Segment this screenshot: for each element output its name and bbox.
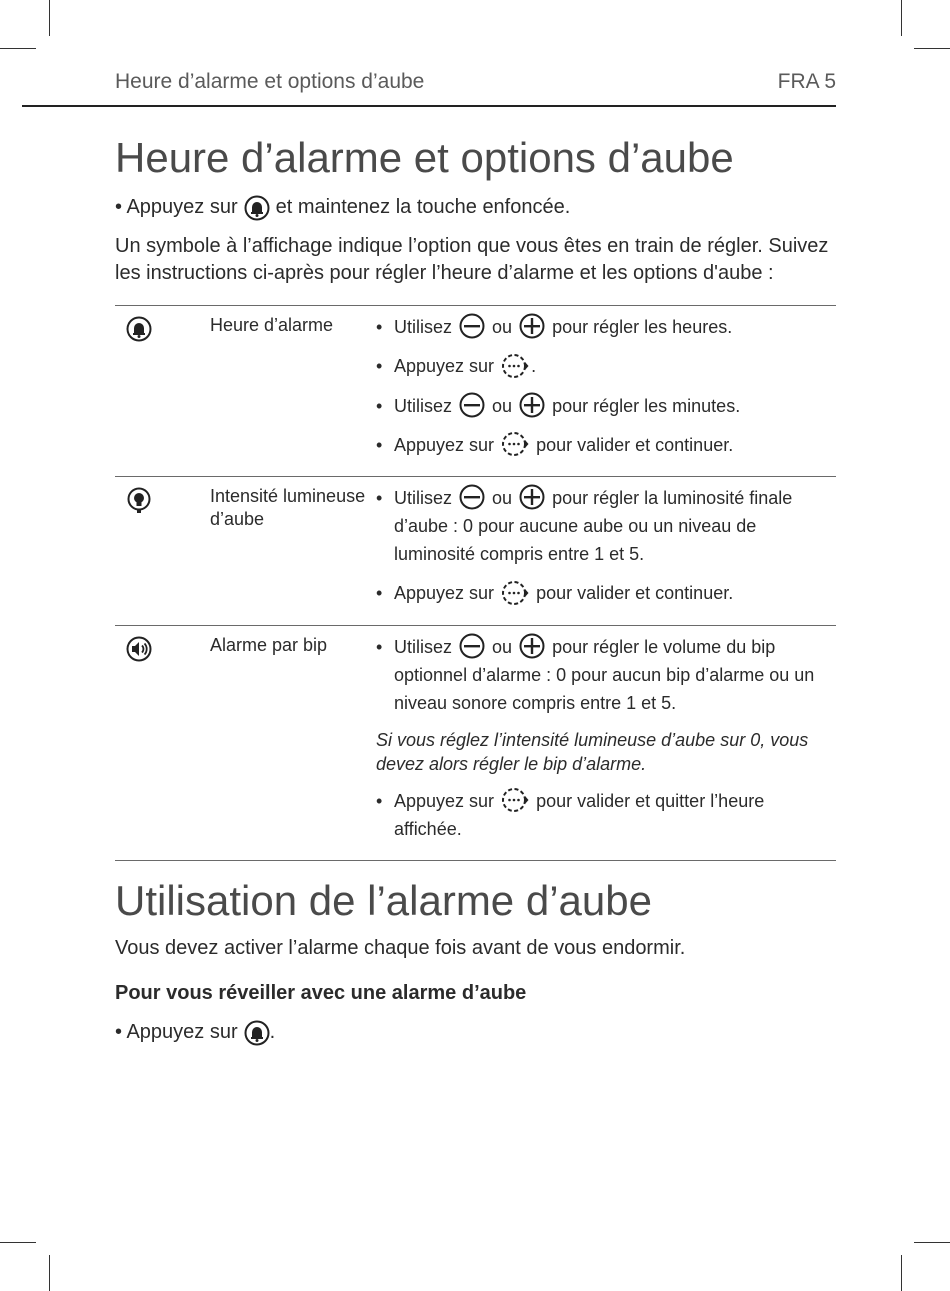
bell-icon (126, 316, 152, 342)
intro-bullet-suffix: et maintenez la touche enfoncée. (275, 196, 571, 218)
plus-icon (519, 633, 545, 659)
bell-icon (244, 1020, 270, 1046)
item-text: pour valider et continuer. (536, 583, 734, 604)
next-icon (501, 580, 529, 606)
speaker-icon (126, 636, 152, 662)
minus-icon (459, 392, 485, 418)
minus-icon (459, 313, 485, 339)
plus-icon (519, 392, 545, 418)
option-name: Heure d’alarme (210, 315, 334, 335)
crop-mark (901, 1255, 902, 1291)
crop-mark (0, 48, 36, 49)
intro-bullet (115, 194, 836, 221)
item-text: Utilisez (394, 488, 453, 508)
minus-icon (459, 633, 485, 659)
item-text: Appuyez sur (394, 583, 495, 604)
item-text: Appuyez sur (394, 790, 495, 811)
list-item: • Utilisez ou pour régler les minutes. (376, 392, 836, 420)
item-text: Appuyez sur (394, 356, 495, 377)
list-item: • Utilisez ou pour régler les heures. (376, 313, 836, 341)
action-bullet-prefix: • Appuyez sur (115, 1021, 238, 1043)
option-name: Intensité lumineuse d’aube (210, 486, 366, 529)
list-item: • Appuyez sur pour valider et quitter l’heure affichée. (376, 787, 836, 843)
options-table (115, 305, 836, 861)
item-text: Utilisez (394, 636, 453, 657)
section-title: Utilisation de l’alarme d’aube (115, 877, 652, 924)
item-text: ou (492, 395, 513, 416)
subsection-title: Pour vous réveiller avec une alarme d’aube (115, 982, 527, 1004)
table-row (115, 477, 836, 626)
list-item: • Appuyez sur . (376, 352, 836, 380)
item-text: . (531, 356, 537, 377)
list-item: • Appuyez sur pour valider et continuer. (376, 579, 836, 607)
item-text: ou (492, 636, 513, 657)
item-text: Appuyez sur (394, 434, 495, 455)
header-rule (22, 105, 836, 107)
crop-mark (49, 1255, 50, 1291)
item-text: pour régler les minutes. (552, 395, 741, 416)
section-paragraph: Vous devez activer l’alarme chaque fois avant de vous endormir. (115, 937, 686, 959)
note-text: Si vous réglez l’intensité lumineuse d’aube sur 0, vous devez alors régler le bip d’alarme. (376, 729, 809, 774)
list-item: • Appuyez sur pour valider et continuer. (376, 431, 836, 459)
next-icon (501, 787, 529, 813)
plus-icon (519, 484, 545, 510)
crop-mark (901, 0, 902, 36)
item-text: pour régler le volume du bip optionnel d’alarme : 0 pour aucun bip d’alarme ou un niveau sonore compris entre 1 et 5. (394, 636, 815, 713)
next-icon (501, 431, 529, 457)
light-bulb-icon (126, 487, 152, 515)
option-name: Alarme par bip (210, 634, 328, 655)
action-bullet (115, 1019, 836, 1046)
section-title: Heure d’alarme et options d’aube (115, 134, 734, 181)
crop-mark (914, 48, 950, 49)
table-row (115, 306, 836, 477)
item-text: pour régler la luminosité finale d’aube : 0 pour aucune aube ou un niveau de luminosité compris entre 1 et 5. (394, 488, 793, 565)
next-icon (501, 353, 529, 379)
running-header-title: Heure d’alarme et options d’aube (115, 70, 425, 93)
page-number: FRA 5 (777, 70, 836, 93)
crop-mark (914, 1242, 950, 1243)
bell-icon (244, 195, 270, 221)
list-item: • Utilisez ou pour régler la luminosité finale d’aube : 0 pour aucune aube ou un niveau de luminosité compris entre 1 et 5. (376, 484, 836, 568)
crop-mark (49, 0, 50, 36)
item-text: Utilisez (394, 317, 453, 337)
item-text: ou (492, 317, 513, 337)
item-text: pour valider et quitter l’heure affichée. (394, 790, 765, 839)
intro-bullet-prefix: • Appuyez sur (115, 196, 238, 218)
intro-paragraph: Un symbole à l’affichage indique l’option que vous êtes en train de régler. Suivez les instructions ci-après pour régler l’heure d’alarme et les options d'aube : (115, 235, 829, 284)
item-text: ou (492, 488, 513, 508)
running-header (115, 70, 836, 94)
list-item: • Utilisez ou pour régler le volume du bip optionnel d’alarme : 0 pour aucun bip d’alarme ou un niveau sonore compris entre 1 et 5. (376, 633, 836, 717)
action-bullet-suffix: . (269, 1021, 276, 1043)
crop-mark (0, 1242, 36, 1243)
item-text: pour régler les heures. (552, 317, 733, 337)
item-text: pour valider et continuer. (536, 434, 734, 455)
plus-icon (519, 313, 545, 339)
minus-icon (459, 484, 485, 510)
table-row (115, 625, 836, 861)
item-text: Utilisez (394, 395, 453, 416)
page-content (115, 132, 836, 1046)
